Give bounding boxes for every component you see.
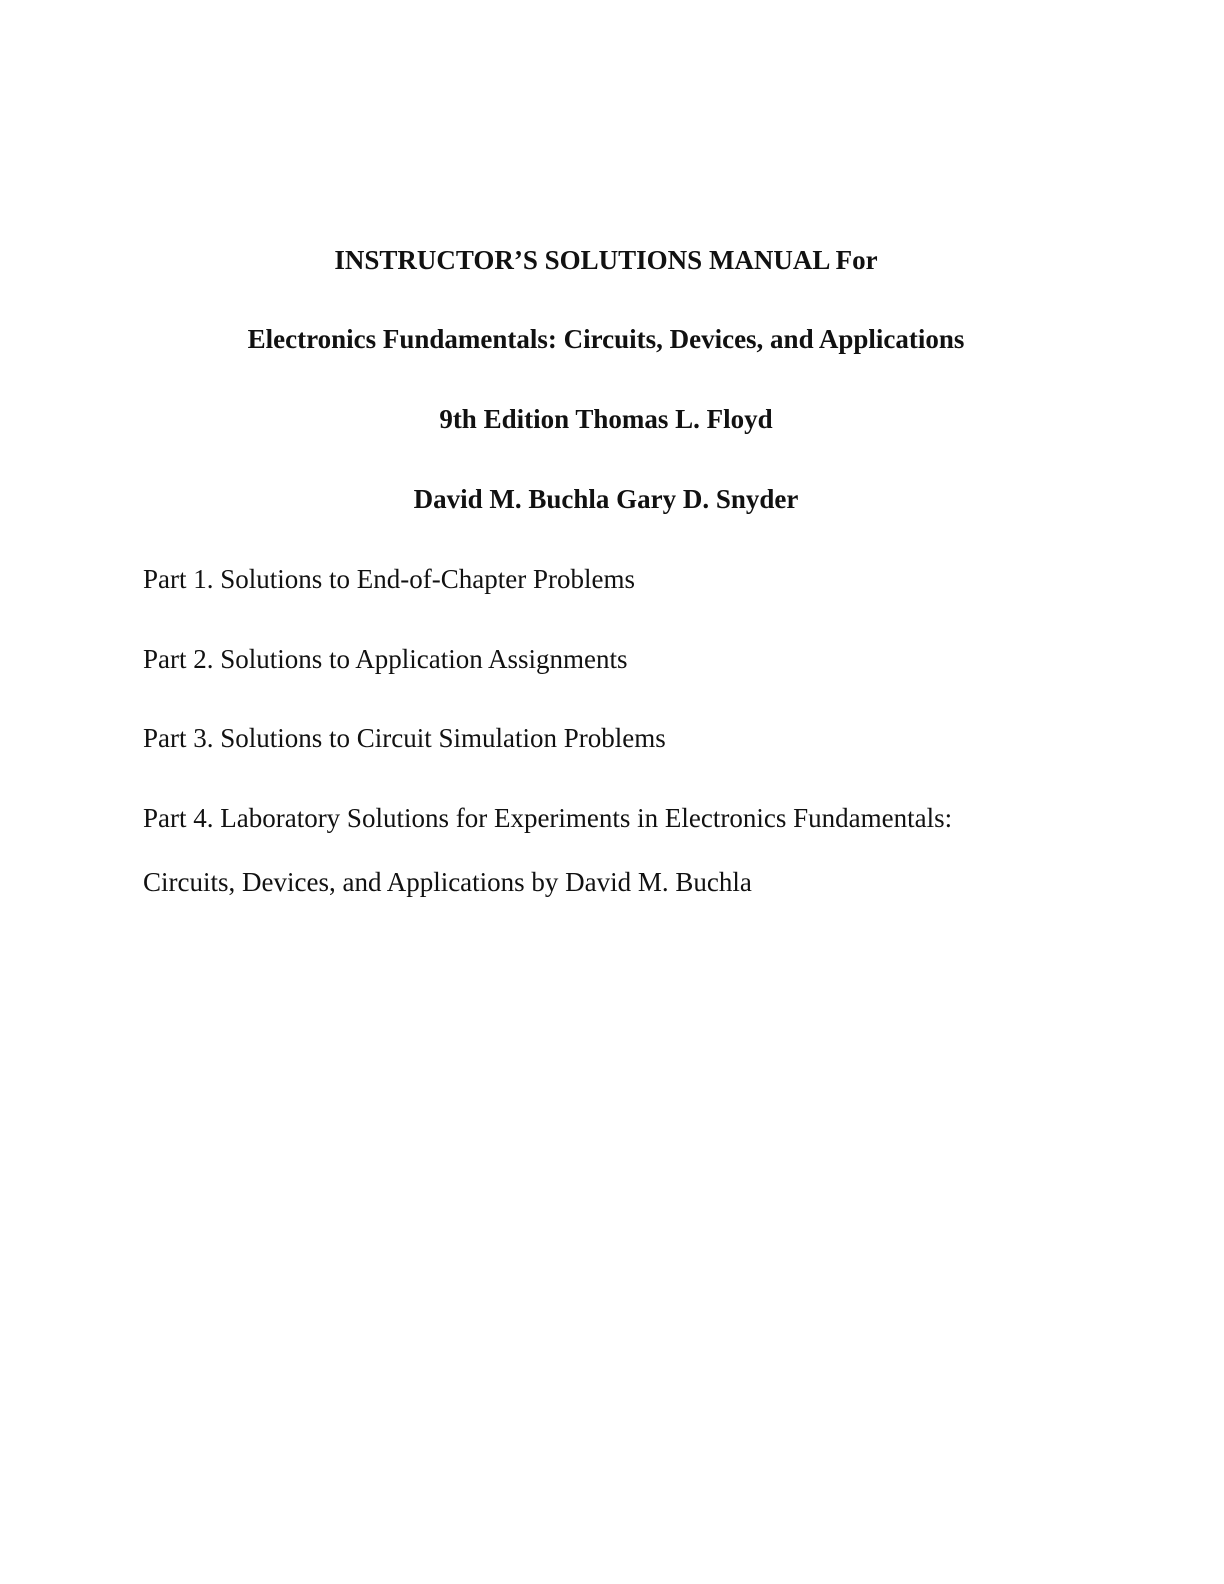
book-title: Electronics Fundamentals: Circuits, Devices, and Applications (247, 324, 965, 354)
part-3-line: Part 3. Solutions to Circuit Simulation Problems (143, 723, 666, 753)
part-2-line: Part 2. Solutions to Application Assignments (143, 644, 628, 674)
part-4-continuation: Circuits, Devices, and Applications by David M. Buchla (143, 867, 752, 897)
part-1-line: Part 1. Solutions to End-of-Chapter Problems (143, 564, 635, 594)
part-4-line: Part 4. Laboratory Solutions for Experiments in Electronics Fundamentals: (143, 803, 953, 833)
edition-author: 9th Edition Thomas L. Floyd (439, 404, 773, 434)
manual-title: INSTRUCTOR’S SOLUTIONS MANUAL For (334, 245, 878, 275)
contributing-authors: David M. Buchla Gary D. Snyder (413, 484, 799, 514)
